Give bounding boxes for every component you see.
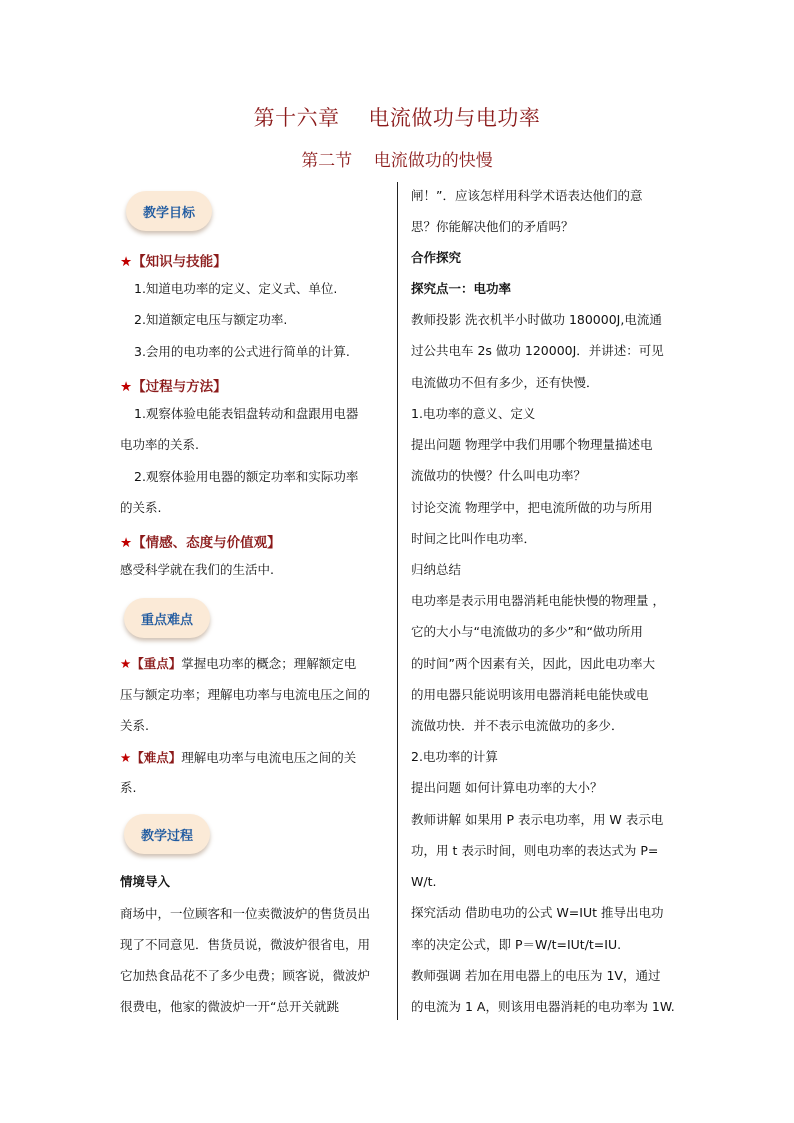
emotion-line: 感受科学就在我们的生活中. [120, 562, 274, 577]
intro-line: 很费电，他家的微波炉一开“总开关就跳 [120, 999, 339, 1014]
key-points-badge [124, 598, 210, 638]
chapter-title: 第十六章 电流做功与电功率 [253, 106, 541, 130]
right-line: 讨论交流 物理学中，把电流所做的功与所用 [411, 500, 653, 515]
difficulty-line: 系. [120, 780, 137, 795]
process-line: 1.观察体验电能表铝盘转动和盘跟用电器 [134, 406, 359, 421]
right-line: 归纳总结 [411, 562, 462, 577]
right-line: 闸！”．应该怎样用科学术语表达他们的意 [411, 188, 643, 203]
knowledge-item: 2.知道额定电压与额定功率. [134, 312, 288, 327]
process-line: 电功率的关系. [120, 437, 199, 452]
right-line: 提出问题 物理学中我们用哪个物理量描述电 [411, 437, 653, 452]
right-line: 的电流为 1 A，则该用电器消耗的电功率为 1W. [411, 999, 675, 1014]
focus-line [120, 658, 356, 671]
emotion-heading [120, 531, 281, 551]
column-divider [397, 182, 398, 1020]
teaching-process-badge [124, 814, 210, 854]
right-line: 功，用 t 表示时间，则电功率的表达式为 P= [411, 843, 659, 858]
knowledge-item: 3.会用的电功率的公式进行简单的计算. [134, 344, 350, 359]
process-line: 的关系. [120, 500, 162, 515]
process-line: 2.观察体验用电器的额定功率和实际功率 [134, 469, 359, 484]
right-line: 时间之比叫作电功率． [411, 531, 537, 546]
right-line: 电功率是表示用电器消耗电能快慢的物理量 ， [411, 593, 665, 608]
process-heading [120, 375, 227, 395]
inquiry-heading: 探究点一：电功率 [411, 281, 512, 296]
difficulty-label [120, 750, 181, 765]
right-line: 提出问题 如何计算电功率的大小？ [411, 780, 603, 795]
right-line: 流做功快．并不表示电流做功的多少． [411, 718, 624, 733]
cooperative-heading: 合作探究 [411, 250, 462, 265]
right-line: 2.电功率的计算 [411, 749, 498, 764]
right-line: 流做功的快慢？什么叫电功率？ [411, 468, 587, 483]
knowledge-item: 1.知道电功率的定义、定义式、单位. [134, 281, 338, 296]
difficulty-label-text: 【难点】 [131, 750, 182, 765]
focus-label [120, 656, 181, 671]
intro-line: 商场中，一位顾客和一位卖微波炉的售货员出 [120, 906, 371, 921]
focus-line: 关系. [120, 718, 149, 733]
right-line: 它的大小与“电流做功的多少”和“做功所用 [411, 624, 643, 639]
right-line: 电流做功不但有多少，还有快慢． [411, 375, 599, 390]
intro-line: 它加热食品花不了多少电费；顾客说，微波炉 [120, 968, 371, 983]
section-title: 第二节 电流做功的快慢 [301, 151, 493, 171]
right-line: 率的决定公式，即 P＝W/t=IUt/t=IU. [411, 937, 622, 952]
knowledge-heading-text: 【知识与技能】 [132, 254, 227, 270]
star-icon: ★ [120, 750, 132, 765]
focus-line: 压与额定功率；理解电功率与电流电压之间的 [120, 687, 371, 702]
star-icon: ★ [120, 535, 133, 551]
focus-text: 掌握电功率的概念；理解额定电 [181, 656, 357, 671]
objectives-badge [126, 191, 212, 231]
star-icon: ★ [120, 379, 133, 395]
right-line: 教师讲解 如果用 P 表示电功率，用 W 表示电 [411, 812, 664, 827]
key-points-badge-label: 重点难点 [140, 612, 193, 628]
teaching-process-badge-label: 教学过程 [140, 828, 193, 844]
right-line: 1.电功率的意义、定义 [411, 406, 536, 421]
right-line: W/t. [411, 874, 437, 889]
right-line: 教师强调 若加在用电器上的电压为 1V，通过 [411, 968, 661, 983]
right-line: 思？你能解决他们的矛盾吗？ [411, 219, 574, 234]
right-line: 的用电器只能说明该用电器消耗电能快或电 [411, 687, 649, 702]
focus-label-text: 【重点】 [131, 656, 182, 671]
right-line: 探究活动 借助电功的公式 W=IUt 推导出电功 [411, 905, 664, 920]
emotion-heading-text: 【情感、态度与价值观】 [132, 535, 281, 551]
star-icon: ★ [120, 656, 132, 671]
difficulty-text: 理解电功率与电流电压之间的关 [181, 750, 357, 765]
star-icon: ★ [120, 254, 133, 270]
intro-heading: 情境导入 [120, 874, 171, 889]
objectives-badge-label: 教学目标 [142, 205, 195, 221]
intro-line: 现了不同意见．售货员说，微波炉很省电，用 [120, 937, 371, 952]
difficulty-line [120, 752, 356, 765]
right-line: 过公共电车 2s 做功 120000J．并讲述：可见 [411, 343, 664, 358]
right-line: 教师投影 洗衣机半小时做功 180000J,电流通 [411, 312, 662, 327]
knowledge-heading [120, 250, 227, 270]
right-line: 的时间”两个因素有关，因此，因此电功率大 [411, 656, 655, 671]
process-heading-text: 【过程与方法】 [132, 379, 227, 395]
